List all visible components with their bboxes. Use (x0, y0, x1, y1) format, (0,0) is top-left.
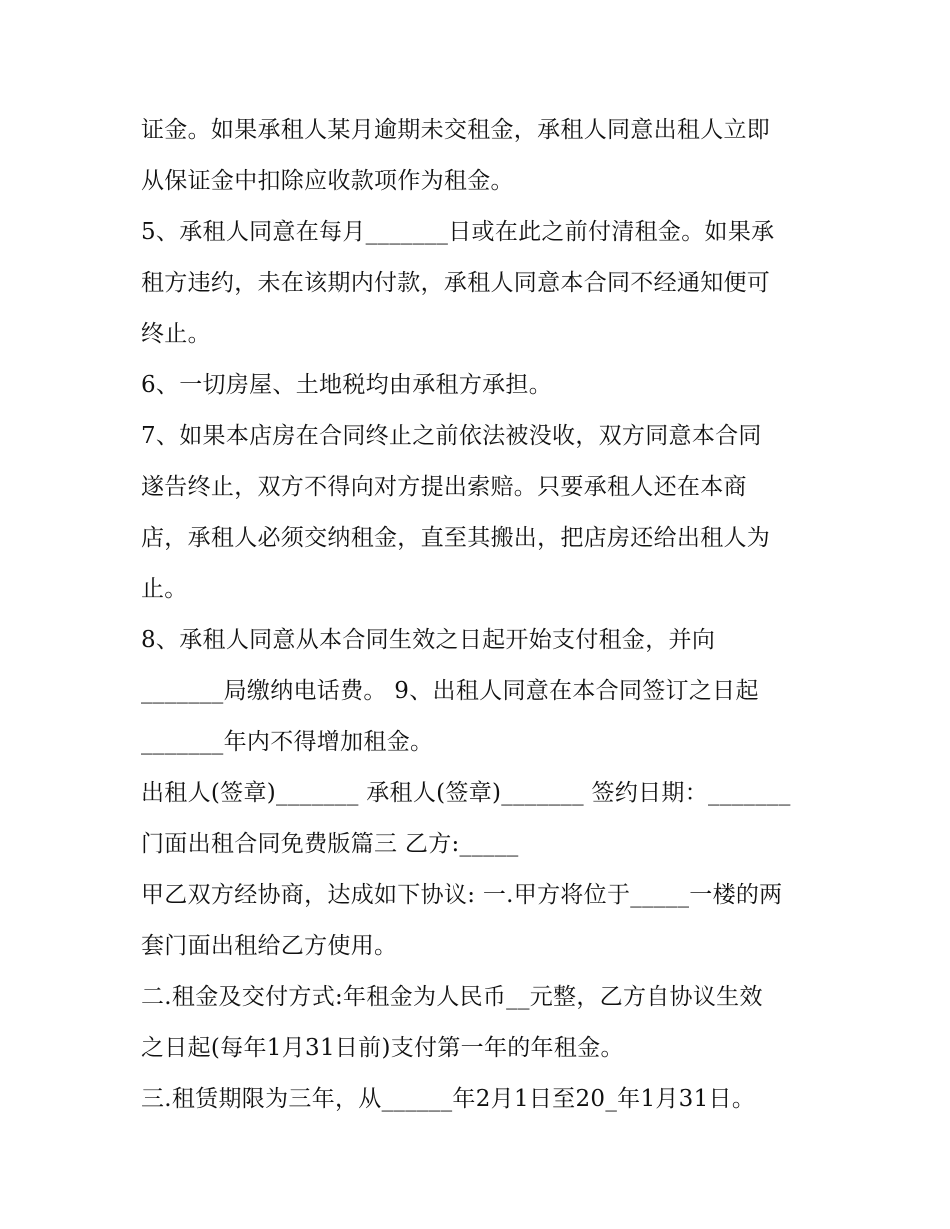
text-line: 止。 (141, 576, 188, 602)
text-line: 租方违约，未在该期内付款，承租人同意本合同不经通知便可 (141, 270, 771, 296)
text-line: 证金。如果承租人某月逾期未交租金，承租人同意出租人立即 (141, 117, 771, 143)
text-line: 门面出租合同免费版篇三 乙方:_____ (141, 831, 519, 857)
text-line: 二.租金及交付方式:年租金为人民币__元整，乙方自协议生效 (141, 984, 763, 1010)
text-line: 出租人(签章)_______ 承租人(签章)_______ 签约日期：_______ (141, 780, 791, 806)
text-line: 之日起(每年1月31日前)支付第一年的年租金。 (141, 1035, 624, 1061)
text-line: _______局缴纳电话费。 9、出租人同意在本合同签订之日起 (141, 678, 759, 704)
text-line: 店，承租人必须交纳租金，直至其搬出，把店房还给出租人为 (141, 525, 771, 551)
text-line: 5、承租人同意在每月_______日或在此之前付清租金。如果承 (141, 219, 775, 245)
text-line: 甲乙双方经协商，达成如下协议: 一.甲方将位于_____一楼的两 (141, 882, 783, 908)
text-line: _______年内不得增加租金。 (141, 729, 434, 755)
text-line: 遂告终止，双方不得向对方提出索赔。只要承租人还在本商 (141, 474, 747, 500)
text-line: 8、承租人同意从本合同生效之日起开始支付租金，并向 (141, 627, 716, 653)
text-line: 从保证金中扣除应收款项作为租金。 (141, 168, 514, 194)
text-line: 6、一切房屋、土地税均由承租方承担。 (141, 372, 553, 398)
text-line: 套门面出租给乙方使用。 (141, 933, 398, 959)
text-line: 终止。 (141, 321, 211, 347)
text-line: 7、如果本店房在合同终止之前依法被没收，双方同意本合同 (141, 423, 762, 449)
text-line: 三.租赁期限为三年，从______年2月1日至20_年1月31日。 (141, 1086, 756, 1112)
